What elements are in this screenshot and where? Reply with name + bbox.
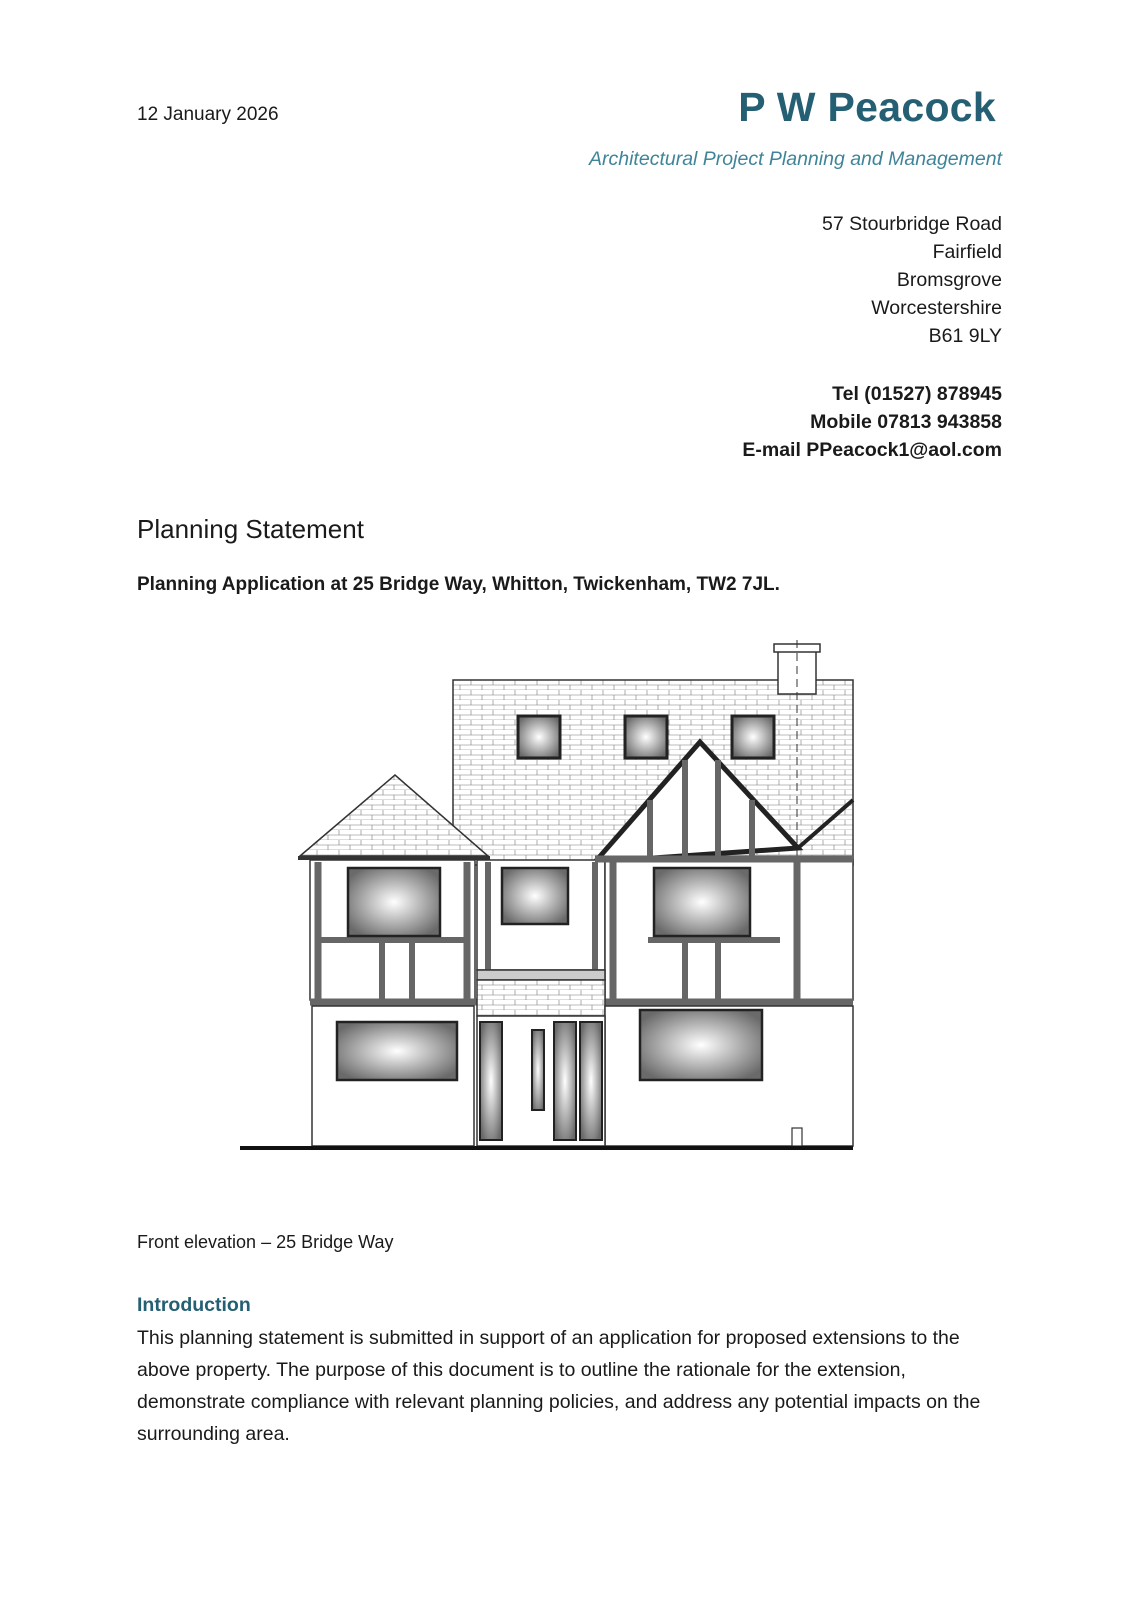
door-side-panel <box>580 1022 602 1140</box>
address-line: 57 Stourbridge Road <box>822 213 1002 235</box>
porch-brick <box>477 980 605 1016</box>
telephone: Tel (01527) 878945 <box>832 383 1002 405</box>
door-side-panel <box>554 1022 576 1140</box>
address-line: Bromsgrove <box>896 269 1002 291</box>
introduction-heading: Introduction <box>137 1294 251 1316</box>
date: 12 January 2026 <box>137 104 279 125</box>
email: E-mail PPeacock1@aol.com <box>742 439 1002 461</box>
door-glazing <box>532 1030 544 1110</box>
ground-floor-window <box>337 1022 457 1080</box>
first-floor-window <box>654 868 750 936</box>
door-side-panel <box>480 1022 502 1140</box>
ground-floor-window <box>640 1010 762 1080</box>
document-title: Planning Statement <box>137 514 364 544</box>
address-line: B61 9LY <box>928 325 1002 347</box>
application-line: Planning Application at 25 Bridge Way, Whitton, Twickenham, TW2 7JL. <box>137 574 780 595</box>
mobile: Mobile 07813 943858 <box>810 411 1002 433</box>
figure-caption: Front elevation – 25 Bridge Way <box>137 1232 394 1252</box>
first-floor-window <box>348 868 440 936</box>
brand-tagline: Architectural Project Planning and Management <box>589 148 1002 170</box>
first-floor-window <box>502 868 568 924</box>
dormer-window <box>625 716 667 758</box>
brand-name: P W Peacock <box>738 84 996 130</box>
porch-canopy <box>477 970 605 980</box>
address-line: Fairfield <box>932 241 1002 263</box>
dormer-window <box>732 716 774 758</box>
contact-block <box>742 380 1002 464</box>
dormer-window <box>518 716 560 758</box>
front-elevation-drawing <box>240 640 860 1180</box>
address-line: Worcestershire <box>871 297 1002 319</box>
introduction-paragraph: This planning statement is submitted in support of an application for proposed extensions to the above property. The purpose of this document is to outline the rationale for the extension, demonstrate compliance with relevant planning policies, and address any potential impacts on the surrounding area. <box>137 1327 981 1445</box>
address-block <box>822 210 1002 350</box>
